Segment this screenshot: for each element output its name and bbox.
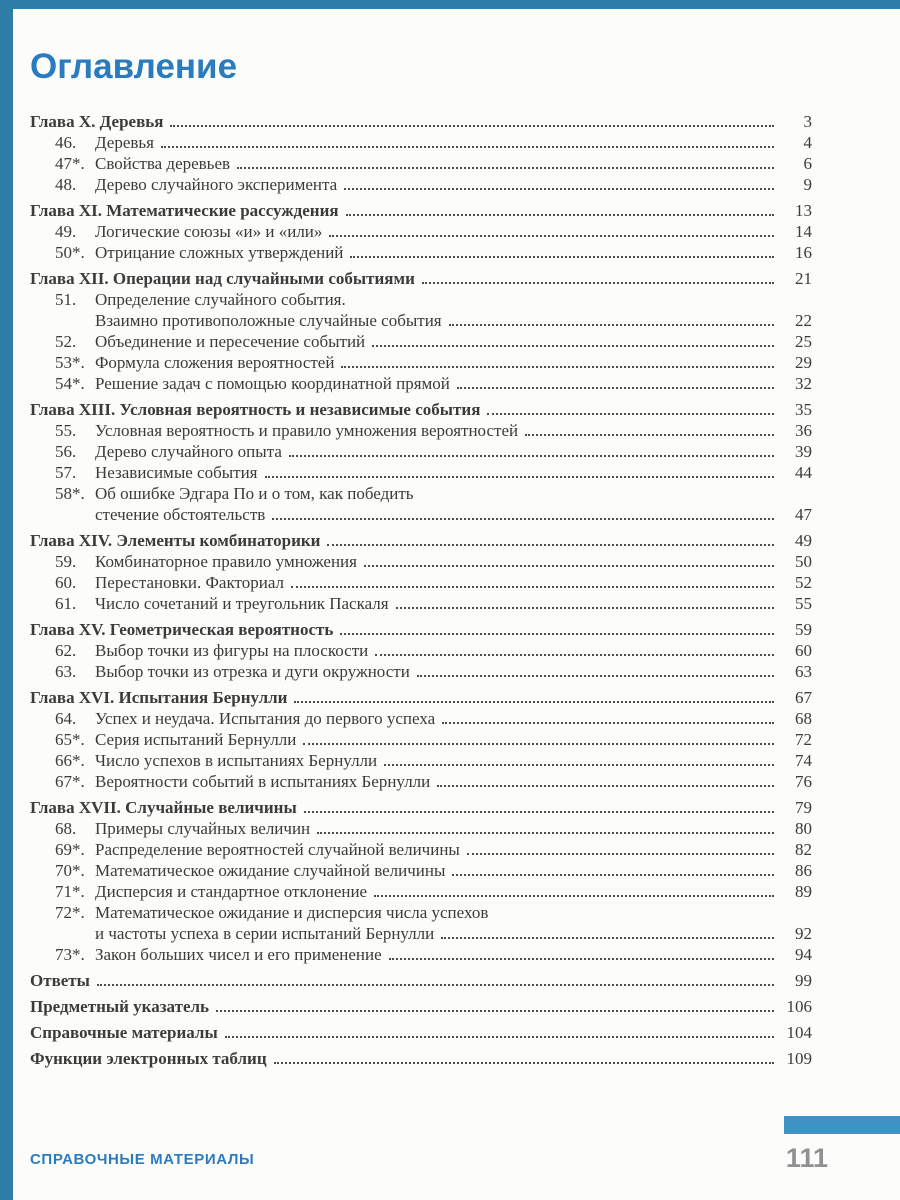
toc-entry — [30, 153, 812, 174]
toc-entry-title: Глава XVI. Испытания Бернулли — [30, 688, 288, 707]
toc-entry — [30, 729, 812, 750]
toc-leader-dots — [375, 654, 774, 656]
page-border-left — [0, 0, 13, 1200]
toc-entry — [30, 221, 812, 242]
toc-entry — [30, 420, 812, 441]
toc-entry-title: Закон больших чисел и его применение — [95, 945, 382, 964]
toc-entry — [30, 593, 812, 614]
toc-entry-number: 52. — [55, 332, 77, 351]
toc-leader-dots — [274, 1062, 774, 1064]
toc-entry-page: 4 — [803, 133, 812, 152]
toc-leader-dots — [329, 235, 774, 237]
toc-entry-number: 54*. — [55, 374, 85, 393]
toc-leader-dots — [317, 832, 774, 834]
toc-entry-number: 48. — [55, 175, 77, 194]
toc-entry-number: 50*. — [55, 243, 85, 262]
toc-entry-page: 47 — [795, 505, 812, 524]
footer-accent-bar — [784, 1116, 900, 1134]
toc-entry-title: Объединение и пересечение событий — [95, 332, 366, 351]
toc-leader-dots — [272, 518, 774, 520]
page-content — [30, 9, 812, 1069]
toc-entry-page: 3 — [803, 112, 812, 131]
toc-entry-title: Функции электронных таблиц — [30, 1049, 267, 1068]
toc-entry — [30, 818, 812, 839]
toc-entry — [30, 902, 812, 944]
toc-entry — [30, 996, 812, 1017]
toc-entry-title: Глава XVII. Случайные величины — [30, 798, 297, 817]
toc-entry-page: 72 — [795, 730, 812, 749]
toc-entry-page: 52 — [795, 573, 812, 592]
toc-entry — [30, 970, 812, 991]
toc-entry — [30, 268, 812, 289]
toc-entry-title: Перестановки. Факториал — [95, 573, 284, 592]
toc-entry-page: 68 — [795, 709, 812, 728]
toc-entry — [30, 441, 812, 462]
toc-leader-dots — [346, 214, 774, 216]
toc-entry — [30, 483, 812, 525]
toc-entry-title: Условная вероятность и правило умножения вероятностей — [95, 421, 519, 440]
page-number: 111 — [785, 1143, 828, 1173]
toc-entry-title: Свойства деревьев — [95, 154, 231, 173]
toc-leader-dots — [97, 984, 774, 986]
toc-entry — [30, 200, 812, 221]
toc-entry-title: Об ошибке Эдгара По и о том, как победить — [95, 484, 414, 503]
toc-entry-page: 106 — [786, 997, 812, 1016]
toc-entry-title: Серия испытаний Бернулли — [95, 730, 297, 749]
toc-entry-page: 63 — [795, 662, 812, 681]
toc-leader-dots — [396, 607, 774, 609]
toc-entry-title: стечение обстоятельств — [95, 505, 266, 524]
toc-entry-title: Число успехов в испытаниях Бернулли — [95, 751, 378, 770]
toc-entry — [30, 399, 812, 420]
toc-entry-page: 55 — [795, 594, 812, 613]
toc-leader-dots — [525, 434, 774, 436]
toc-entry-page: 44 — [795, 463, 812, 482]
toc-entry-title: Выбор точки из фигуры на плоскости — [95, 641, 369, 660]
toc-leader-dots — [294, 701, 774, 703]
toc-leader-dots — [291, 586, 774, 588]
toc-entry-number: 71*. — [55, 882, 85, 901]
toc-entry-number: 57. — [55, 463, 77, 482]
toc-entry-title: Успех и неудача. Испытания до первого успеха — [95, 709, 436, 728]
toc-entry-number: 58*. — [55, 484, 85, 503]
toc-entry-page: 92 — [795, 924, 812, 943]
toc-entry-page: 14 — [795, 222, 812, 241]
toc-entry — [30, 373, 812, 394]
toc-entry-page: 25 — [795, 332, 812, 351]
toc-entry-number: 65*. — [55, 730, 85, 749]
toc-entry — [30, 750, 812, 771]
toc-entry-page: 109 — [786, 1049, 812, 1068]
toc-leader-dots — [422, 282, 774, 284]
page-title: Оглавление — [30, 47, 238, 86]
toc-entry-page: 39 — [795, 442, 812, 461]
toc-entry — [30, 687, 812, 708]
toc-leader-dots — [340, 633, 774, 635]
toc-entry-page: 74 — [795, 751, 812, 770]
toc-entry — [30, 331, 812, 352]
toc-entry — [30, 242, 812, 263]
toc-entry-page: 9 — [803, 175, 812, 194]
toc-entry-title: Справочные материалы — [30, 1023, 218, 1042]
toc-entry-title: Независимые события — [95, 463, 258, 482]
toc-entry-title: Глава XI. Математические рассуждения — [30, 201, 339, 220]
toc-leader-dots — [341, 366, 774, 368]
toc-leader-dots — [467, 853, 774, 855]
toc-entry-title: Формула сложения вероятностей — [95, 353, 335, 372]
toc-leader-dots — [389, 958, 774, 960]
toc-entry-page: 76 — [795, 772, 812, 791]
toc-entry — [30, 797, 812, 818]
toc-leader-dots — [344, 188, 774, 190]
toc-entry-number: 70*. — [55, 861, 85, 880]
toc-entry-number: 73*. — [55, 945, 85, 964]
toc-leader-dots — [442, 722, 774, 724]
toc-entry — [30, 881, 812, 902]
toc-entry-title: Ответы — [30, 971, 90, 990]
toc-entry-page: 80 — [795, 819, 812, 838]
toc-leader-dots — [265, 476, 775, 478]
toc-leader-dots — [364, 565, 774, 567]
toc-entry-title: Предметный указатель — [30, 997, 210, 1016]
toc-entry-number: 63. — [55, 662, 77, 681]
toc-entry — [30, 530, 812, 551]
toc-entry-page: 6 — [803, 154, 812, 173]
toc-entry-number: 49. — [55, 222, 77, 241]
toc-entry — [30, 462, 812, 483]
toc-entry-title: Комбинаторное правило умножения — [95, 552, 357, 571]
toc-entry-title: Математическое ожидание и дисперсия числа успехов — [95, 903, 489, 922]
toc-entry-page: 86 — [795, 861, 812, 880]
toc-entry-number: 66*. — [55, 751, 85, 770]
toc-entry-number: 55. — [55, 421, 77, 440]
toc-entry-page: 59 — [795, 620, 812, 639]
toc-leader-dots — [437, 785, 774, 787]
toc-entry-page: 16 — [795, 243, 812, 262]
toc-entry-title: Глава X. Деревья — [30, 112, 164, 131]
toc-entry — [30, 944, 812, 965]
toc-entry-title: Отрицание сложных утверждений — [95, 243, 344, 262]
toc-entry-number: 67*. — [55, 772, 85, 791]
toc-entry-number: 62. — [55, 641, 77, 660]
toc-leader-dots — [374, 895, 774, 897]
toc-leader-dots — [170, 125, 774, 127]
toc-entry-title: Глава XIV. Элементы комбинаторики — [30, 531, 321, 550]
toc-leader-dots — [327, 544, 774, 546]
toc-entry — [30, 132, 812, 153]
toc-leader-dots — [452, 874, 774, 876]
toc-entry-page: 35 — [795, 400, 812, 419]
toc-entry-title: Число сочетаний и треугольник Паскаля — [95, 594, 389, 613]
toc-entry — [30, 860, 812, 881]
toc-leader-dots — [372, 345, 774, 347]
toc-entry-page: 50 — [795, 552, 812, 571]
toc-entry-page: 94 — [795, 945, 812, 964]
toc-entry-page: 32 — [795, 374, 812, 393]
toc-entry-title: Логические союзы «и» и «или» — [95, 222, 323, 241]
page-border-top — [0, 0, 900, 9]
toc-entry-title: Деревья — [95, 133, 154, 152]
toc-leader-dots — [441, 937, 774, 939]
toc-leader-dots — [417, 675, 774, 677]
toc-entry-page: 22 — [795, 311, 812, 330]
toc-entry-title: Дерево случайного опыта — [95, 442, 282, 461]
toc-entry-number: 64. — [55, 709, 77, 728]
toc-entry-title: Математическое ожидание случайной величины — [95, 861, 446, 880]
toc-entry-title: Вероятности событий в испытаниях Бернулли — [95, 772, 431, 791]
toc-leader-dots — [216, 1010, 774, 1012]
toc-entry — [30, 771, 812, 792]
toc-entry-title: Глава XV. Геометрическая вероятность — [30, 620, 334, 639]
toc-leader-dots — [303, 743, 774, 745]
toc-entry — [30, 111, 812, 132]
toc-leader-dots — [457, 387, 774, 389]
toc-entry-title: Выбор точки из отрезка и дуги окружности — [95, 662, 410, 681]
toc-entry-title: Взаимно противоположные случайные события — [95, 311, 442, 330]
toc-entry-page: 13 — [795, 201, 812, 220]
toc-entry — [30, 551, 812, 572]
toc-leader-dots — [161, 146, 774, 148]
toc-entry-page: 67 — [795, 688, 812, 707]
footer-label: СПРАВОЧНЫЕ МАТЕРИАЛЫ — [30, 1151, 255, 1168]
toc-entry-number: 60. — [55, 573, 77, 592]
toc-entry — [30, 619, 812, 640]
toc-entry — [30, 661, 812, 682]
toc-list — [30, 111, 812, 1069]
toc-entry — [30, 839, 812, 860]
toc-entry-page: 60 — [795, 641, 812, 660]
toc-entry-title: Глава XIII. Условная вероятность и независимые события — [30, 400, 481, 419]
toc-leader-dots — [225, 1036, 774, 1038]
toc-entry-page: 29 — [795, 353, 812, 372]
toc-entry-number: 69*. — [55, 840, 85, 859]
toc-entry-page: 82 — [795, 840, 812, 859]
toc-entry — [30, 289, 812, 331]
toc-entry-page: 79 — [795, 798, 812, 817]
toc-entry-number: 68. — [55, 819, 77, 838]
toc-leader-dots — [237, 167, 774, 169]
toc-leader-dots — [384, 764, 774, 766]
toc-entry — [30, 174, 812, 195]
toc-entry-title: Примеры случайных величин — [95, 819, 311, 838]
toc-leader-dots — [304, 811, 774, 813]
toc-entry — [30, 352, 812, 373]
toc-entry-title: Глава XII. Операции над случайными событиями — [30, 269, 415, 288]
toc-entry-number: 72*. — [55, 903, 85, 922]
toc-entry-number: 61. — [55, 594, 77, 613]
toc-entry-number: 53*. — [55, 353, 85, 372]
toc-entry — [30, 640, 812, 661]
toc-leader-dots — [289, 455, 774, 457]
toc-entry — [30, 1048, 812, 1069]
toc-entry-title: Дисперсия и стандартное отклонение — [95, 882, 368, 901]
toc-entry-title: и частоты успеха в серии испытаний Бернулли — [95, 924, 435, 943]
toc-entry-number: 56. — [55, 442, 77, 461]
toc-entry-page: 99 — [795, 971, 812, 990]
toc-entry-page: 21 — [795, 269, 812, 288]
toc-entry-number: 59. — [55, 552, 77, 571]
toc-entry-page: 36 — [795, 421, 812, 440]
toc-entry-page: 89 — [795, 882, 812, 901]
toc-entry-number: 51. — [55, 290, 77, 309]
toc-entry — [30, 708, 812, 729]
toc-entry-number: 47*. — [55, 154, 85, 173]
toc-entry-title: Распределение вероятностей случайной величины — [95, 840, 460, 859]
toc-entry-page: 49 — [795, 531, 812, 550]
toc-entry-number: 46. — [55, 133, 77, 152]
toc-entry-title: Дерево случайного эксперимента — [95, 175, 338, 194]
toc-leader-dots — [449, 324, 774, 326]
toc-leader-dots — [487, 413, 774, 415]
toc-entry-title: Решение задач с помощью координатной прямой — [95, 374, 450, 393]
toc-leader-dots — [350, 256, 774, 258]
toc-entry-title: Определение случайного события. — [95, 290, 346, 309]
toc-entry — [30, 1022, 812, 1043]
toc-entry — [30, 572, 812, 593]
toc-entry-page: 104 — [786, 1023, 812, 1042]
